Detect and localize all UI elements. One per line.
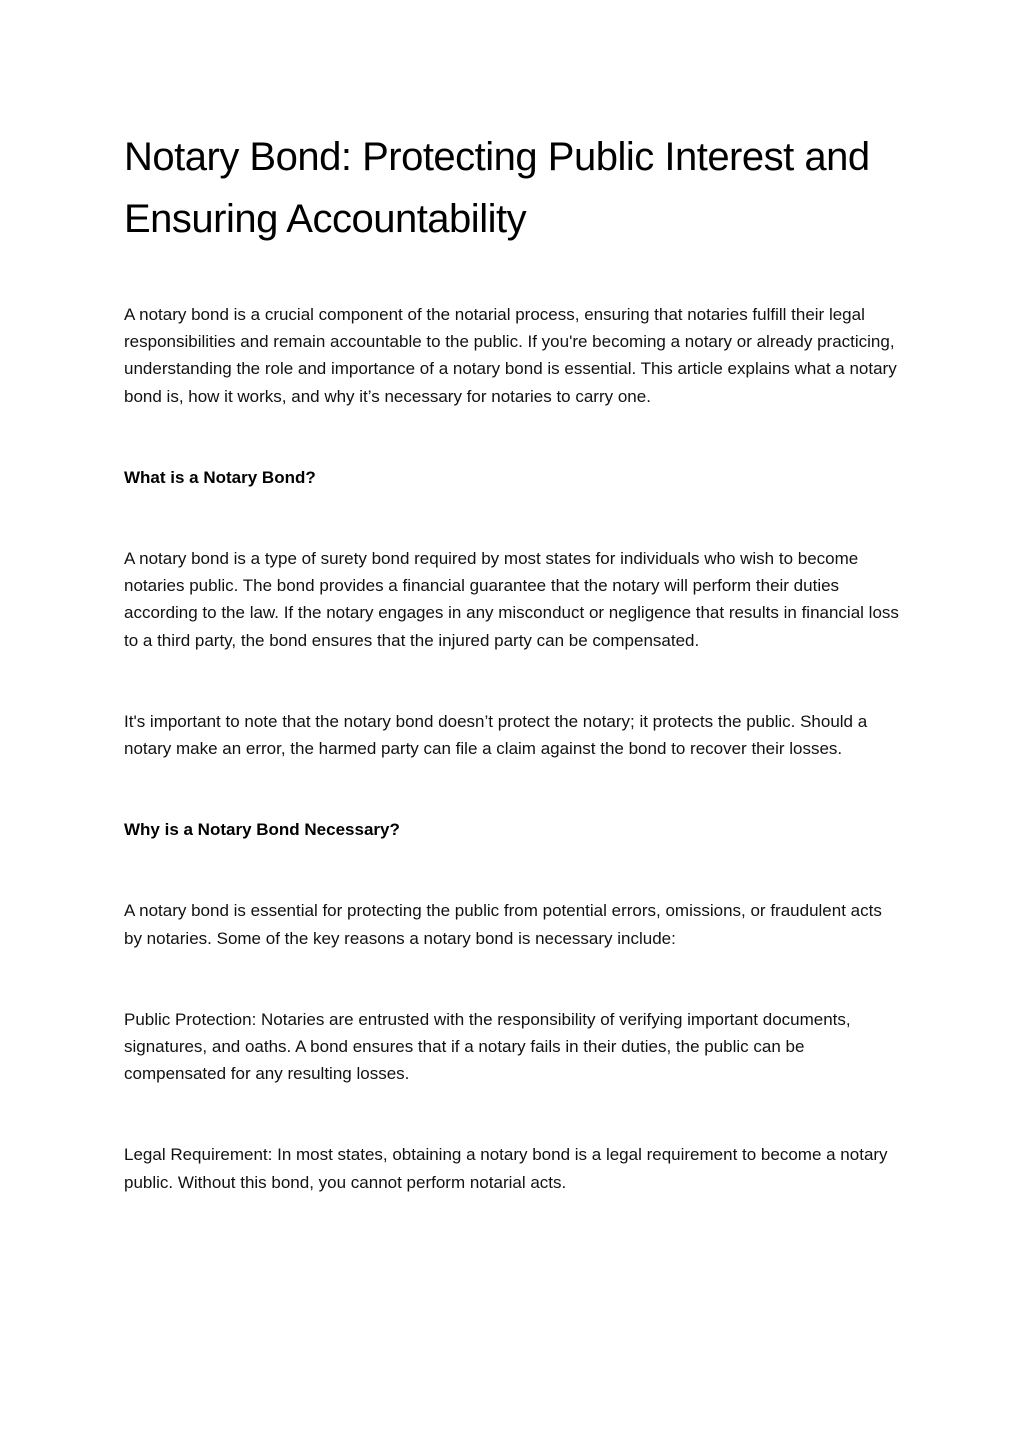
document-content xyxy=(124,126,904,1196)
paragraph-protects-public: It's important to note that the notary bond doesn’t protect the notary; it protects the public. Should a notary make an error, the harmed party can file a claim against the bond to recover their losses. xyxy=(124,711,868,759)
section-heading-why-necessary: Why is a Notary Bond Necessary? xyxy=(124,820,400,840)
paragraph-legal-requirement: Legal Requirement: In most states, obtaining a notary bond is a legal requirement to become a notary public. Without this bond, you cannot perform notarial acts. xyxy=(124,1145,888,1192)
intro-paragraph: A notary bond is a crucial component of the notarial process, ensuring that notaries fulfill their legal responsibilities and remain accountable to the public. If you're becoming a notary or already practicing, understanding the role and importance of a notary bond is essential. This article explains what a notary bond is, how it works, and why it’s necessary for notaries to carry one. xyxy=(124,305,897,406)
paragraph-public-protection: Public Protection: Notaries are entrusted with the responsibility of verifying important documents, signatures, and oaths. A bond ensures that if a notary fails in their duties, the public can be compensated for any resulting losses. xyxy=(124,1009,851,1084)
document-title: Notary Bond: Protecting Public Interest and Ensuring Accountability xyxy=(124,135,870,241)
paragraph-reasons-intro: A notary bond is essential for protecting the public from potential errors, omissions, or fraudulent acts by notaries. Some of the key reasons a notary bond is necessary include: xyxy=(124,901,882,948)
section-heading-what-is: What is a Notary Bond? xyxy=(124,467,316,487)
paragraph-definition: A notary bond is a type of surety bond required by most states for individuals who wish to become notaries public. The bond provides a financial guarantee that the notary will perform their duties according to the law. If the notary engages in any misconduct or negligence that results in financial loss to a third party, the bond ensures that the injured party can be compensated. xyxy=(124,549,899,650)
